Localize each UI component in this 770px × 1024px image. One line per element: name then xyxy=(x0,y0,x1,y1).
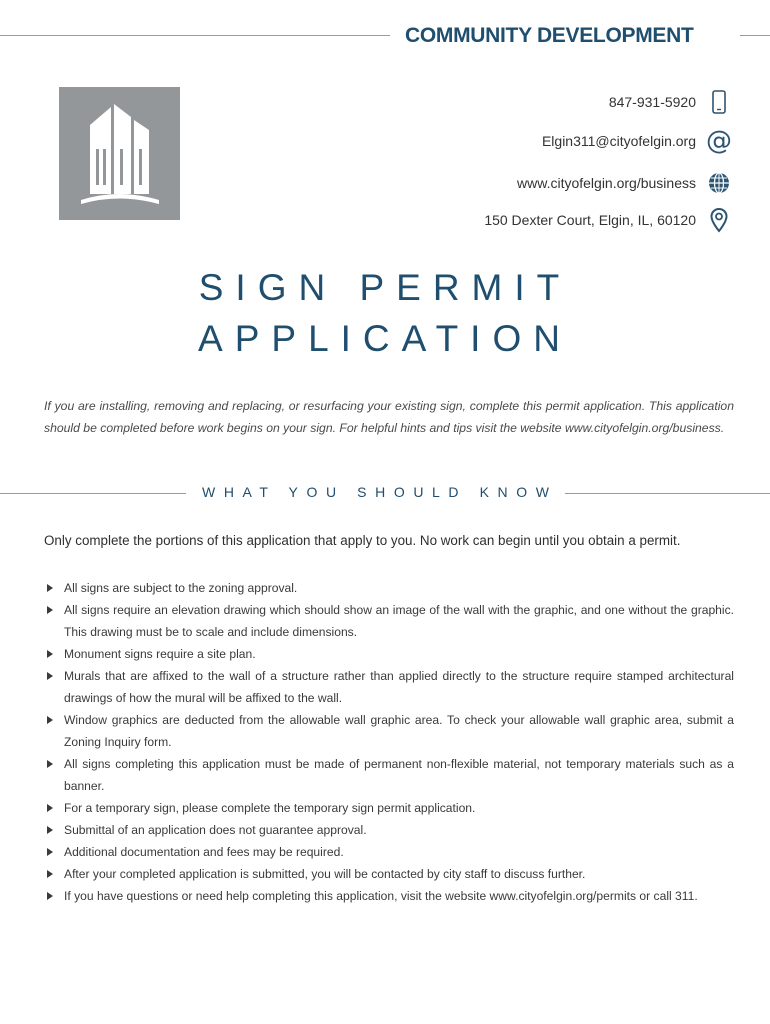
header-rule-right xyxy=(740,35,770,36)
list-item: All signs are subject to the zoning approval. xyxy=(44,577,734,599)
list-item: Monument signs require a site plan. xyxy=(44,643,734,665)
at-icon: @ xyxy=(706,126,732,156)
lead-paragraph: Only complete the portions of this application that apply to you. No work can begin until you obtain a permit. xyxy=(44,533,681,548)
list-item: Submittal of an application does not guarantee approval. xyxy=(44,819,734,841)
intro-paragraph: If you are installing, removing and replacing, or resurfacing your existing sign, complete this permit application. This application should be completed before work begins on your sign. For helpful hints and tips visit the website www.cityofelgin.org/business. xyxy=(44,399,734,435)
list-item: Additional documentation and fees may be required. xyxy=(44,841,734,863)
list-item: Murals that are affixed to the wall of a structure rather than applied directly to the structure require stamped architectural drawings of how the mural will be affixed to the wall. xyxy=(44,665,734,709)
section-rule-left xyxy=(0,493,186,494)
list-item: After your completed application is submitted, you will be contacted by city staff to discuss further. xyxy=(44,863,734,885)
bullet-arrow-icon xyxy=(47,716,53,724)
bullet-arrow-icon xyxy=(47,672,53,680)
header-rule-left xyxy=(0,35,390,36)
bullet-arrow-icon xyxy=(47,826,53,834)
bullet-arrow-icon xyxy=(47,606,53,614)
bullet-arrow-icon xyxy=(47,760,53,768)
list-item: All signs completing this application must be made of permanent non-flexible material, not temporary materials such as a banner. xyxy=(44,753,734,797)
bullet-arrow-icon xyxy=(47,650,53,658)
requirements-list xyxy=(44,577,734,907)
city-logo xyxy=(59,87,180,220)
bullet-arrow-icon xyxy=(47,804,53,812)
address-text: 150 Dexter Court, Elgin, IL, 60120 xyxy=(484,212,696,228)
phone-icon xyxy=(706,89,732,115)
contact-website[interactable] xyxy=(517,170,732,196)
list-item: If you have questions or need help completing this application, visit the website www.cityofelgin.org/permits or call 311. xyxy=(44,885,734,907)
building-logo-icon xyxy=(59,87,180,220)
bullet-arrow-icon xyxy=(47,584,53,592)
department-title: COMMUNITY DEVELOPMENT xyxy=(405,24,694,47)
website-text[interactable]: www.cityofelgin.org/business xyxy=(517,175,696,191)
list-item: Window graphics are deducted from the allowable wall graphic area. To check your allowable wall graphic area, submit a Zoning Inquiry form. xyxy=(44,709,734,753)
contact-phone xyxy=(609,89,732,115)
email-text[interactable]: Elgin311@cityofelgin.org xyxy=(541,133,696,149)
contact-email[interactable] xyxy=(542,128,732,154)
bullet-arrow-icon xyxy=(47,848,53,856)
list-item: For a temporary sign, please complete the temporary sign permit application. xyxy=(44,797,734,819)
page-title-line-2: APPLICATION xyxy=(198,318,572,359)
bullet-arrow-icon xyxy=(47,870,53,878)
location-pin-icon xyxy=(706,207,732,233)
phone-text: 847-931-5920 xyxy=(608,94,696,110)
bullet-arrow-icon xyxy=(47,892,53,900)
section-heading: WHAT YOU SHOULD KNOW xyxy=(202,484,558,500)
list-item: All signs require an elevation drawing which should show an image of the wall with the graphic, and one without the graphic. This drawing must be to scale and include dimensions. xyxy=(44,599,734,643)
section-rule-right xyxy=(565,493,770,494)
globe-icon xyxy=(706,170,732,196)
contact-address xyxy=(484,207,732,233)
page-title-line-1: SIGN PERMIT xyxy=(198,267,572,308)
